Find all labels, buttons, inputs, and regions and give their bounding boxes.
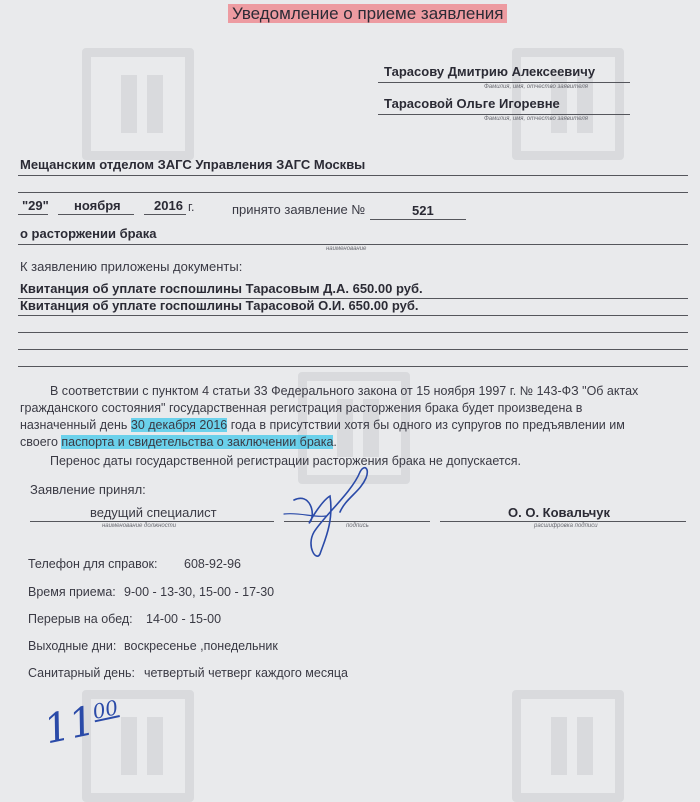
- paragraph-2: Перенос даты государственной регистрации расторжения брака не допускается.: [50, 454, 521, 468]
- applicant-name-1: Тарасову Дмитрию Алексеевичу: [384, 64, 596, 79]
- attachment-line-3: [18, 332, 688, 333]
- documents-highlight: паспорта и свидетельства о заключении брака: [61, 435, 334, 449]
- document-title: Уведомление о приеме заявления: [228, 4, 507, 24]
- subject-caption: наименование: [326, 246, 367, 252]
- watermark-logo: [82, 48, 194, 160]
- paragraph-line-3-post: года в присутствии хотя бы одного из супругов по предъявлении им: [230, 418, 625, 432]
- applicant-caption-2: Фамилия, имя, отчество заявителя: [484, 116, 588, 122]
- sanitary-value: четвертый четверг каждого месяца: [144, 666, 348, 680]
- attachment-item-1: Квитанция об уплате госпошлины Тарасовым Д.А. 650.00 руб.: [20, 281, 423, 296]
- official-name-caption: расшифровка подписи: [534, 523, 598, 529]
- office-line-1: [18, 175, 688, 176]
- days-off-value: воскресенье ,понедельник: [124, 639, 278, 653]
- date-year: 2016: [154, 198, 183, 213]
- hours-value: 9-00 - 13-30, 15-00 - 17-30: [124, 585, 275, 599]
- watermark-logo: [512, 690, 624, 802]
- accepted-by-label: Заявление принял:: [30, 482, 146, 497]
- hours-label: Время приема:: [28, 585, 116, 599]
- applicant-line-1: [378, 82, 630, 83]
- attachment-line-5: [18, 366, 688, 367]
- date-day-line: [18, 214, 48, 215]
- phone-value: 608-92-96: [184, 557, 241, 571]
- paragraph-line-4: [20, 435, 337, 449]
- lunch-label: Перерыв на обед:: [28, 612, 133, 626]
- registry-office: Мещанским отделом ЗАГС Управления ЗАГС Москвы: [20, 157, 366, 172]
- paragraph-line-4-post: .: [333, 435, 337, 449]
- handwritten-signature: [280, 462, 390, 562]
- application-number-line: [370, 219, 466, 220]
- official-position: ведущий специалист: [90, 505, 217, 520]
- paragraph-line-4-pre: своего: [20, 435, 62, 449]
- paragraph-line-2: гражданского состояния" государственная регистрация расторжения брака будет произведена в: [20, 401, 583, 415]
- position-line: [30, 521, 274, 522]
- date-day: "29": [22, 198, 49, 213]
- signature-caption: подпись: [346, 523, 369, 529]
- attachment-line-4: [18, 349, 688, 350]
- official-name: О. О. Ковальчук: [508, 505, 610, 520]
- office-line-2: [18, 192, 688, 193]
- lunch-value: 14-00 - 15-00: [146, 612, 222, 626]
- registration-date-highlight: 30 декабря 2016: [130, 418, 228, 432]
- date-month-line: [58, 214, 134, 215]
- applicant-name-2: Тарасовой Ольге Игоревне: [384, 96, 560, 111]
- position-caption: наименование должности: [102, 523, 177, 529]
- handwritten-time-hours: 11: [40, 697, 100, 754]
- application-number: 521: [412, 203, 434, 218]
- official-name-line: [440, 521, 686, 522]
- accepted-label: принято заявление №: [232, 202, 366, 217]
- paragraph-line-3: [20, 418, 625, 432]
- application-subject: о расторжении брака: [20, 226, 157, 241]
- paragraph-line-3-pre: назначенный день: [20, 418, 128, 432]
- paragraph-line-1: В соответствии с пунктом 4 статьи 33 Федерального закона от 15 ноября 1997 г. № 143-ФЗ "Об актах: [50, 384, 639, 398]
- attachment-item-2: Квитанция об уплате госпошлины Тарасовой О.И. 650.00 руб.: [20, 298, 419, 313]
- date-year-line: [144, 214, 186, 215]
- phone-label: Телефон для справок:: [28, 557, 158, 571]
- attachment-line-2: [18, 315, 688, 316]
- applicant-caption-1: Фамилия, имя, отчество заявителя: [484, 84, 588, 90]
- attachments-label: К заявлению приложены документы:: [20, 259, 243, 274]
- subject-line: [18, 244, 688, 245]
- handwritten-time: $11^{00}$: [40, 695, 121, 754]
- applicant-line-2: [378, 114, 630, 115]
- sanitary-label: Санитарный день:: [28, 666, 135, 680]
- date-month: ноября: [74, 198, 121, 213]
- date-suffix: г.: [188, 200, 195, 214]
- days-off-label: Выходные дни:: [28, 639, 117, 653]
